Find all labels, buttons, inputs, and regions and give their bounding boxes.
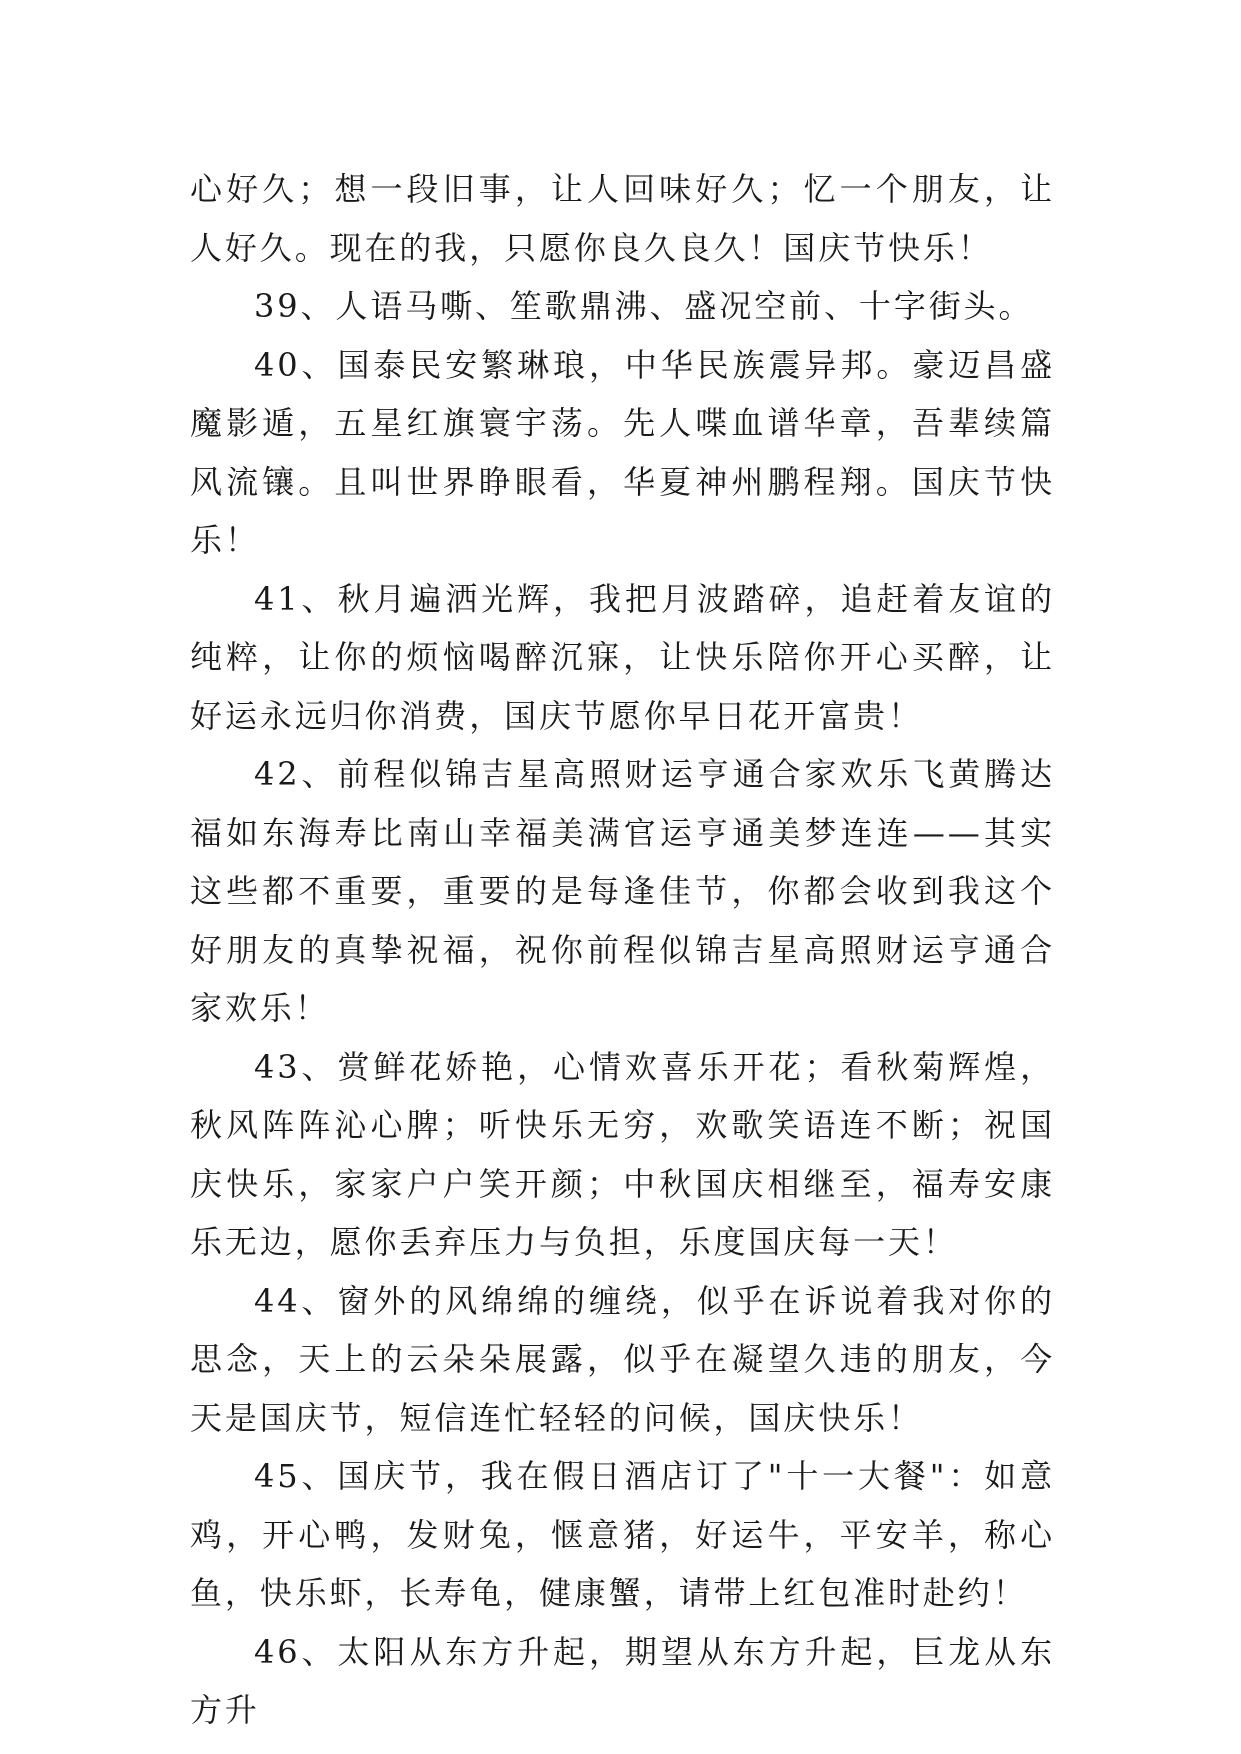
paragraph-46: 46、太阳从东方升起，期望从东方升起，巨龙从东方升 [190, 1632, 1055, 1729]
paragraph-44: 44、窗外的风绵绵的缠绕，似乎在诉说着我对你的思念，天上的云朵朵展露，似乎在凝望久违的朋友，今天是国庆节，短信连忙轻轻的问候，国庆快乐！ [190, 1281, 1055, 1437]
document-body [190, 160, 1055, 1740]
paragraph-40: 40、国泰民安繁琳琅，中华民族震异邦。豪迈昌盛魔影遁，五星红旗寰宇荡。先人喋血谱华章，吾辈续篇风流镶。且叫世界睁眼看，华夏神州鹏程翔。国庆节快乐！ [190, 345, 1055, 559]
paragraph-45: 45、国庆节，我在假日酒店订了"十一大餐"：如意鸡，开心鸭，发财兔，惬意猪，好运牛，平安羊，称心鱼，快乐虾，长寿龟，健康蟹，请带上红包准时赴约！ [190, 1457, 1055, 1612]
paragraph-41: 41、秋月遍洒光辉，我把月波踏碎，追赶着友谊的纯粹，让你的烦恼喝醉沉寐，让快乐陪你开心买醉，让好运永远归你消费，国庆节愿你早日花开富贵！ [190, 579, 1055, 735]
paragraph-continuation: 心好久；想一段旧事，让人回味好久；忆一个朋友，让人好久。现在的我，只愿你良久良久！国庆节快乐！ [190, 170, 1055, 267]
paragraph-42: 42、前程似锦吉星高照财运亨通合家欢乐飞黄腾达福如东海寿比南山幸福美满官运亨通美梦连连——其实这些都不重要，重要的是每逢佳节，你都会收到我这个好朋友的真挚祝福，祝你前程似锦吉星高照财运亨通合家欢乐！ [190, 755, 1055, 1027]
paragraph-43: 43、赏鲜花娇艳，心情欢喜乐开花；看秋菊辉煌，秋风阵阵沁心脾；听快乐无穷，欢歌笑语连不断；祝国庆快乐，家家户户笑开颜；中秋国庆相继至，福寿安康乐无边，愿你丢弃压力与负担，乐度国庆每一天！ [190, 1047, 1055, 1261]
paragraph-39: 39、人语马嘶、笙歌鼎沸、盛况空前、十字街头。 [254, 287, 1034, 325]
